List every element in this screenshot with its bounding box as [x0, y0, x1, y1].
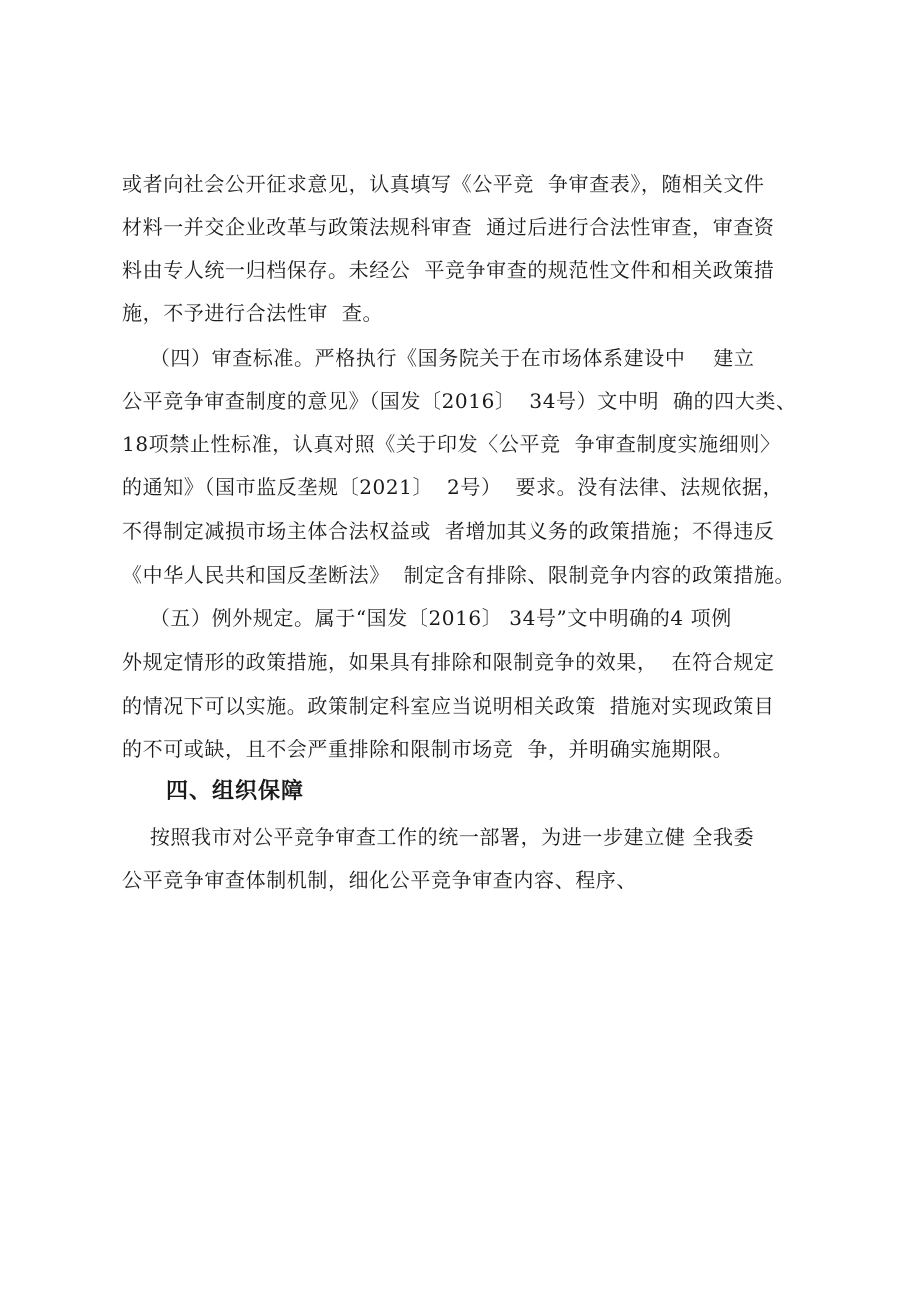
paragraph-line: 的不可或缺，且不会严重排除和限制市场竞 争，并明确实施期限。	[122, 737, 734, 761]
paragraph-line: 的通知》（国市监反垄规〔2021〕 2号） 要求。没有法律、法规依据，	[122, 475, 784, 499]
paragraph-line: 《中华人民共和国反垄断法》 制定含有排除、限制竞争内容的政策措施。	[122, 563, 796, 587]
paragraph-line: （四）审查标准。严格执行《国务院关于在市场体系建设中 建立	[122, 346, 755, 370]
paragraph-line: （五）例外规定。属于“国发〔2016〕 34号”文中明确的4 项例	[122, 606, 732, 630]
paragraph-line: 公平竞争审查制度的意见》（国发〔2016〕 34号）文中明 确的四大类、	[122, 389, 797, 413]
paragraph-line: 不得制定减损市场主体合法权益或 者增加其义务的政策措施；不得违反	[122, 519, 775, 543]
paragraph-line: 或者向社会公开征求意见，认真填写《公平竞 争审查表》，随相关文件	[122, 172, 765, 196]
paragraph-line: 公平竞争审查体制机制，细化公平竞争审查内容、程序、	[122, 868, 637, 892]
paragraph-line: 的情况下可以实施。政策制定科室应当说明相关政策 措施对实现政策目	[122, 694, 775, 718]
paragraph-line: 料由专人统一归档保存。未经公 平竞争审查的规范性文件和相关政策措	[122, 258, 775, 282]
paragraph-line: 施，不予进行合法性审 查。	[122, 301, 384, 325]
paragraph-line: 材料一并交企业改革与政策法规科审查 通过后进行合法性审查，审查资	[122, 215, 775, 239]
paragraph-line: 外规定情形的政策措施，如果具有排除和限制竞争的效果， 在符合规定	[122, 650, 775, 674]
paragraph-line: 18项禁止性标准，认真对照《关于印发〈公平竞 争审查制度实施细则〉	[122, 432, 781, 456]
section-heading: 四、组织保障	[166, 779, 305, 804]
paragraph-line: 按照我市对公平竞争审查工作的统一部署，为进一步建立健 全我委	[122, 825, 755, 849]
